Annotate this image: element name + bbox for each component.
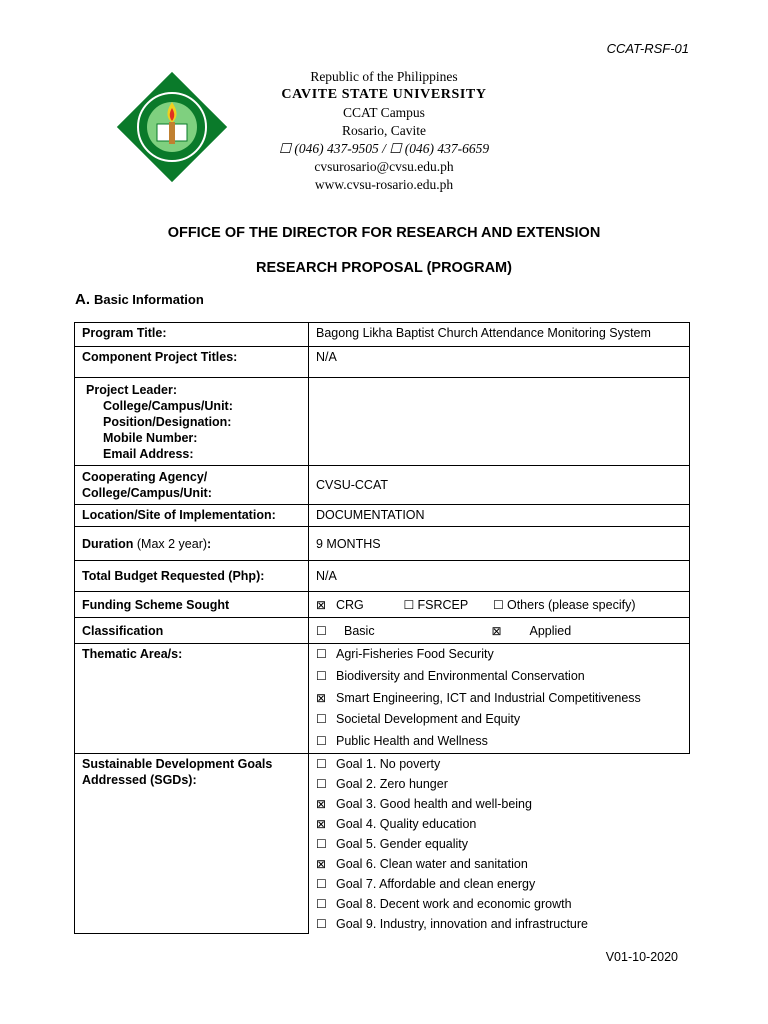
- thematic-item-label: Smart Engineering, ICT and Industrial Competitiveness: [336, 690, 641, 705]
- checkbox-checked-icon[interactable]: ⊠: [316, 856, 327, 871]
- proposal-title: RESEARCH PROPOSAL (PROGRAM): [256, 260, 512, 276]
- sdg-item-label: Goal 4. Quality education: [336, 816, 477, 831]
- row-thematic-areas: [75, 644, 690, 754]
- thematic-item-label: Public Health and Wellness: [336, 734, 488, 749]
- sdg-item[interactable]: [316, 854, 683, 874]
- university-name: CAVITE STATE UNIVERSITY: [281, 87, 487, 102]
- row-budget: [75, 561, 690, 592]
- thematic-areas-list: [309, 644, 690, 754]
- funding-option-crg[interactable]: [316, 598, 400, 612]
- basic-info-table: [74, 322, 690, 934]
- component-titles-value[interactable]: N/A: [309, 347, 690, 378]
- sdg-item-label: Goal 7. Affordable and clean energy: [336, 876, 536, 891]
- project-leader-title: Project Leader:: [86, 383, 178, 397]
- version-code: V01-10-2020: [605, 950, 678, 964]
- classification-option-label: Basic: [344, 623, 375, 638]
- row-sdg: [75, 753, 690, 934]
- row-component-titles: [75, 347, 690, 378]
- checkbox-empty-icon[interactable]: ☐: [316, 756, 327, 771]
- checkbox-empty-icon[interactable]: ☐: [316, 776, 327, 791]
- sdg-item[interactable]: [316, 794, 683, 814]
- funding-option-label: FSRCEP: [417, 597, 469, 612]
- checkbox-checked-icon[interactable]: ⊠: [316, 796, 327, 811]
- cooperating-agency-label-line2: College/Campus/Unit:: [82, 486, 212, 500]
- campus-name: CCAT Campus: [343, 105, 425, 120]
- sdg-label-line1: Sustainable Development Goals: [82, 756, 273, 771]
- funding-option-others[interactable]: [493, 598, 636, 612]
- leader-position-label: Position/Designation:: [103, 415, 232, 429]
- form-code: CCAT-RSF-01: [606, 41, 689, 56]
- sdg-item-label: Goal 3. Good health and well-being: [336, 796, 532, 811]
- sdg-item[interactable]: [316, 774, 683, 794]
- checkbox-empty-icon[interactable]: ☐: [316, 712, 327, 727]
- sdg-item-label: Goal 6. Clean water and sanitation: [336, 856, 528, 871]
- section-letter: A.: [75, 291, 90, 308]
- program-title-label: Program Title:: [75, 323, 309, 347]
- checkbox-empty-icon[interactable]: ☐: [403, 597, 415, 612]
- sdg-item[interactable]: [316, 834, 683, 854]
- budget-label: Total Budget Requested (Php):: [75, 561, 309, 592]
- sdg-item[interactable]: [316, 894, 683, 914]
- thematic-item[interactable]: [316, 688, 682, 710]
- site-label: Location/Site of Implementation:: [75, 505, 309, 527]
- classification-options: [309, 618, 690, 644]
- row-funding: [75, 592, 690, 618]
- checkbox-empty-icon[interactable]: ☐: [316, 647, 327, 661]
- thematic-item-label: Agri-Fisheries Food Security: [336, 647, 494, 661]
- sdg-item[interactable]: [316, 754, 683, 774]
- sdg-list: [309, 753, 690, 934]
- checkbox-checked-icon[interactable]: ⊠: [316, 597, 327, 612]
- thematic-item[interactable]: [316, 644, 682, 666]
- checkbox-checked-icon[interactable]: ⊠: [316, 690, 327, 705]
- checkbox-empty-icon[interactable]: ☐: [316, 836, 327, 851]
- thematic-areas-label: Thematic Area/s:: [75, 644, 309, 754]
- funding-option-fsrcep[interactable]: [403, 598, 489, 612]
- cooperating-agency-label-line1: Cooperating Agency/: [82, 470, 208, 484]
- row-duration: [75, 527, 690, 561]
- republic-line: Republic of the Philippines: [310, 69, 458, 84]
- budget-value[interactable]: N/A: [309, 561, 690, 592]
- office-title: OFFICE OF THE DIRECTOR FOR RESEARCH AND EXTENSION: [167, 225, 601, 241]
- thematic-item-label: Societal Development and Equity: [336, 712, 521, 727]
- checkbox-checked-icon[interactable]: ⊠: [491, 623, 502, 638]
- classification-option-basic[interactable]: [316, 624, 488, 638]
- checkbox-empty-icon[interactable]: ☐: [316, 876, 327, 891]
- sdg-item[interactable]: [316, 874, 683, 894]
- site-value[interactable]: DOCUMENTATION: [309, 505, 690, 527]
- leader-email-label: Email Address:: [103, 447, 194, 461]
- project-leader-label: [75, 378, 309, 466]
- thematic-item[interactable]: [316, 666, 682, 688]
- sdg-item-label: Goal 8. Decent work and economic growth: [336, 896, 572, 911]
- cooperating-agency-value[interactable]: CVSU-CCAT: [309, 466, 690, 505]
- checkbox-empty-icon[interactable]: ☐: [316, 623, 327, 638]
- letterhead: [200, 68, 568, 194]
- duration-value[interactable]: 9 MONTHS: [309, 527, 690, 561]
- project-leader-value[interactable]: [309, 378, 690, 466]
- classification-option-label: Applied: [529, 623, 572, 638]
- duration-label-text: Duration: [82, 536, 134, 551]
- sdg-item-label: Goal 9. Industry, innovation and infrastructure: [336, 916, 588, 931]
- sdg-item-label: Goal 1. No poverty: [336, 756, 441, 771]
- thematic-item[interactable]: [316, 709, 682, 731]
- duration-label: [75, 527, 309, 561]
- row-project-leader: [75, 378, 690, 466]
- campus-location: Rosario, Cavite: [342, 123, 426, 138]
- checkbox-empty-icon[interactable]: ☐: [316, 668, 327, 683]
- checkbox-empty-icon[interactable]: ☐: [492, 597, 504, 612]
- row-classification: [75, 618, 690, 644]
- phone-numbers: ☐ (046) 437-9505 / ☐ (046) 437-6659: [278, 141, 490, 156]
- program-title-value[interactable]: Bagong Likha Baptist Church Attendance Monitoring System: [309, 323, 690, 347]
- sdg-item[interactable]: [316, 914, 683, 934]
- sdg-label: [75, 753, 309, 934]
- checkbox-empty-icon[interactable]: ☐: [316, 896, 327, 911]
- contact-email: cvsurosario@cvsu.edu.ph: [314, 159, 454, 174]
- sdg-item-label: Goal 5. Gender equality: [336, 836, 469, 851]
- checkbox-empty-icon[interactable]: ☐: [316, 734, 327, 749]
- duration-colon: :: [207, 536, 212, 551]
- thematic-item[interactable]: [316, 731, 682, 753]
- classification-label: Classification: [75, 618, 309, 644]
- duration-note: (Max 2 year): [133, 536, 208, 551]
- row-cooperating-agency: [75, 466, 690, 505]
- row-site: [75, 505, 690, 527]
- website: www.cvsu-rosario.edu.ph: [314, 177, 454, 192]
- checkbox-checked-icon[interactable]: ⊠: [316, 816, 327, 831]
- sdg-item-label: Goal 2. Zero hunger: [336, 776, 448, 791]
- cooperating-agency-label: [75, 466, 309, 505]
- checkbox-empty-icon[interactable]: ☐: [316, 916, 327, 931]
- sdg-item[interactable]: [316, 814, 683, 834]
- funding-option-label: Others (please specify): [506, 597, 636, 612]
- section-title: Basic Information: [94, 292, 204, 307]
- row-program-title: [75, 323, 690, 347]
- funding-options: [309, 592, 690, 618]
- classification-option-applied[interactable]: [491, 624, 571, 638]
- thematic-item-label: Biodiversity and Environmental Conservation: [336, 668, 585, 683]
- section-heading: [75, 291, 204, 308]
- leader-college-label: College/Campus/Unit:: [103, 399, 233, 413]
- sdg-label-line2: Addressed (SGDs):: [82, 772, 197, 787]
- component-titles-label: Component Project Titles:: [75, 347, 309, 378]
- leader-mobile-label: Mobile Number:: [103, 431, 198, 445]
- funding-option-label: CRG: [336, 597, 364, 612]
- funding-label: Funding Scheme Sought: [75, 592, 309, 618]
